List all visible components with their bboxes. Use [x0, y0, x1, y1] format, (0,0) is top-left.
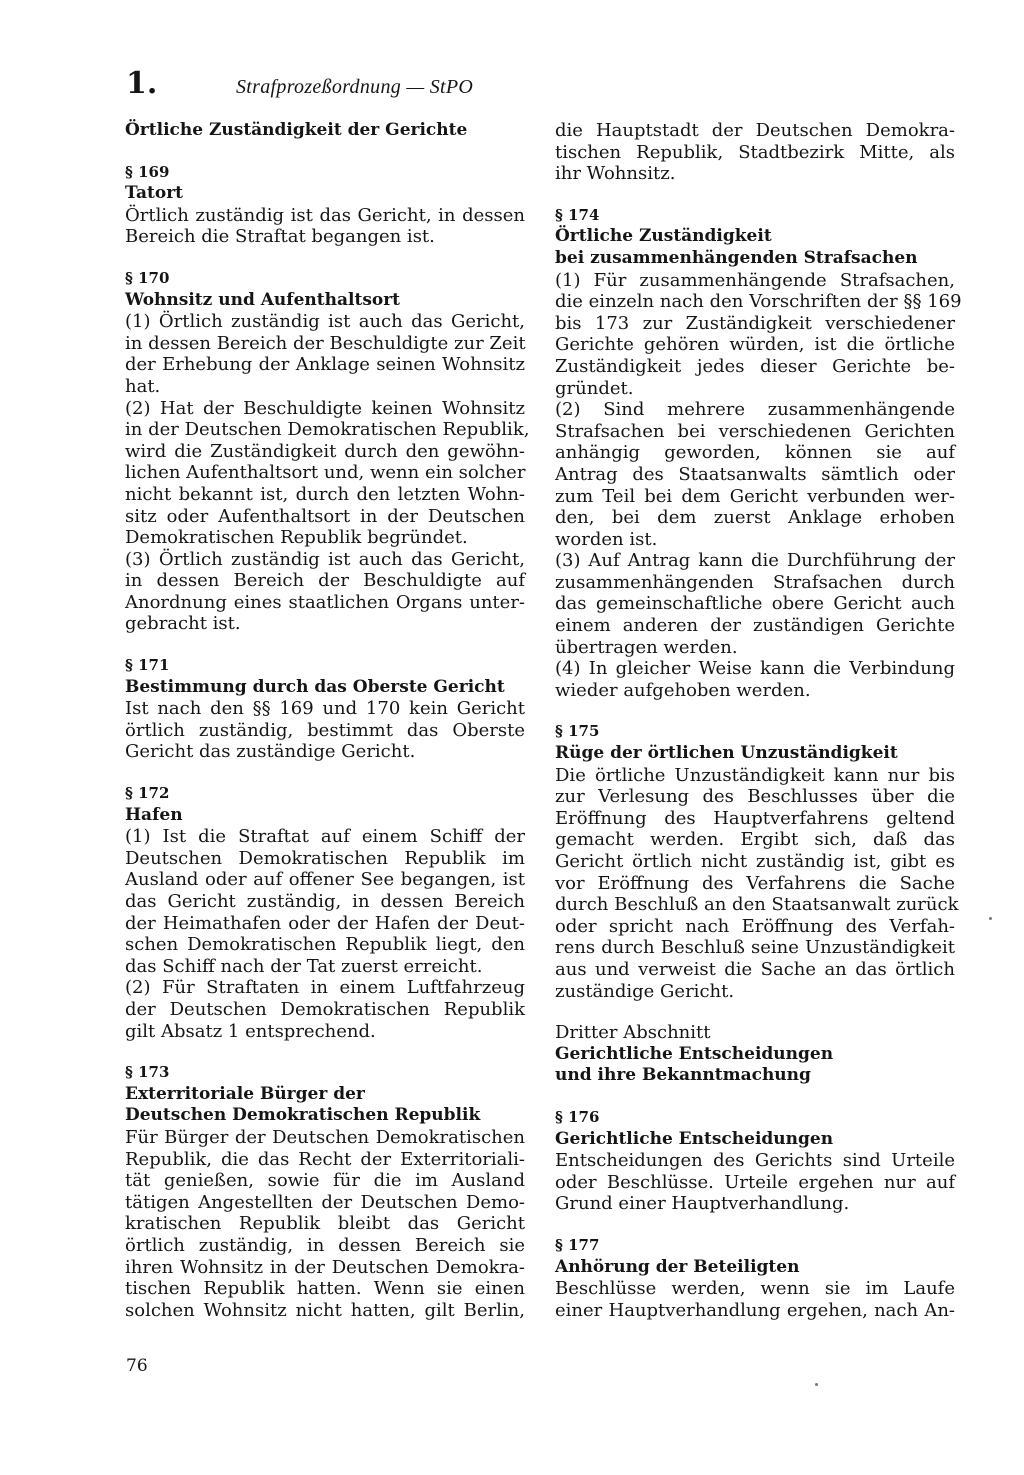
print-speck: [815, 1383, 818, 1386]
text-line: ihren Wohnsitz in der Deutschen Demokra-: [125, 1256, 525, 1278]
text-line: tät genießen, sowie für die im Ausland: [125, 1170, 525, 1192]
paragraph-172-body: [125, 826, 525, 1042]
text-line: Eröffnung des Hauptverfahrens geltend: [555, 807, 955, 829]
text-line: lichen Aufenthaltsort und, wenn ein solcher: [125, 462, 526, 484]
text-line: durch Beschluß an den Staatsanwalt zurück: [555, 894, 959, 916]
text-line: (4) In gleicher Weise kann die Verbindung: [555, 658, 955, 680]
paragraph-173-body: [125, 1127, 525, 1321]
text-line: (2) Für Straftaten in einem Luftfahrzeug: [125, 977, 525, 999]
text-line: gründet.: [555, 377, 634, 399]
paragraph-title: Rüge der örtlichen Unzuständigkeit: [555, 743, 898, 764]
text-line: Deutschen Demokratischen Republik im: [125, 847, 525, 869]
text-line: (2) Sind mehrere zusammenhängende: [555, 399, 955, 421]
right-column: [555, 120, 962, 1321]
text-line: (1) Örtlich zuständig ist auch das Gericht,: [125, 311, 525, 333]
text-line: Zuständigkeit jedes dieser Gerichte be-: [555, 355, 955, 377]
text-line: das gemeinschaftliche obere Gericht auch: [555, 593, 955, 615]
text-line: wird die Zuständigkeit durch den gewöhn-: [125, 440, 525, 462]
text-line: gilt Absatz 1 entsprechend.: [125, 1020, 376, 1042]
text-line: (1) Ist die Straftat auf einem Schiff der: [125, 826, 525, 848]
page-number: 76: [126, 1356, 148, 1376]
text-line: einer Hauptverhandlung ergehen, nach An-: [555, 1299, 955, 1321]
text-line: sitz oder Aufenthaltsort in der Deutschen: [125, 505, 525, 527]
text-line: Gericht das zuständige Gericht.: [125, 741, 416, 763]
text-line: Grund einer Hauptverhandlung.: [555, 1193, 850, 1215]
text-line: tischen Republik hatten. Wenn sie einen: [125, 1278, 525, 1300]
text-line: das Gericht zuständig, in dessen Bereich: [125, 891, 525, 912]
text-line: Gerichte gehören würden, ist die örtliche: [555, 334, 955, 356]
text-line: den, bei dem zuerst Anklage erhoben: [555, 507, 955, 529]
text-line: schen Demokratischen Republik liegt, den: [125, 934, 525, 956]
paragraph-number: § 172: [125, 784, 170, 803]
text-line: die einzeln nach den Vorschriften der §§ 169: [555, 291, 962, 313]
paragraph-title: Hafen: [125, 804, 183, 825]
text-line: vor Eröffnung des Verfahrens die Sache: [555, 872, 955, 894]
text-line: einem anderen der zuständigen Gerichte: [555, 615, 955, 637]
text-line: Für Bürger der Deutschen Demokratischen: [125, 1126, 525, 1148]
paragraph-number: § 177: [555, 1235, 600, 1254]
paragraph-title-continued: bei zusammenhängenden Strafsachen: [555, 247, 918, 268]
text-line: Antrag des Staatsanwalts sämtlich oder: [555, 463, 955, 485]
text-line: übertragen werden.: [555, 636, 738, 658]
paragraph-title: Bestimmung durch das Oberste Gericht: [125, 676, 505, 697]
text-line: zuständige Gericht.: [555, 980, 735, 1002]
paragraph-number: § 173: [125, 1063, 170, 1082]
text-line: ihr Wohnsitz.: [555, 163, 676, 185]
text-line: örtlich zuständig, bestimmt das Oberste: [125, 719, 525, 741]
paragraph-number: § 175: [555, 722, 600, 741]
text-line: die Hauptstadt der Deutschen Demokra-: [555, 120, 955, 141]
text-line: oder spricht nach Eröffnung des Verfah-: [555, 915, 955, 937]
text-line: wieder aufgehoben werden.: [555, 679, 811, 701]
text-line: (3) Örtlich zuständig ist auch das Gericht,: [125, 548, 525, 570]
paragraph-number: § 176: [555, 1107, 600, 1126]
text-line: Strafsachen bei verschiedenen Gerichten: [555, 420, 955, 442]
print-speck: [989, 917, 992, 920]
paragraph-170-body: [125, 311, 530, 635]
text-line: der Heimathafen oder der Hafen der Deut-: [125, 912, 525, 934]
text-line: oder Beschlüsse. Urteile ergehen nur auf: [555, 1171, 955, 1193]
paragraph-169-body: [125, 205, 525, 248]
paragraph-number: § 169: [125, 162, 170, 181]
paragraph-title: Gerichtliche Entscheidungen: [555, 1128, 834, 1149]
section-title: Gerichtliche Entscheidungen: [555, 1043, 834, 1064]
text-line: (3) Auf Antrag kann die Durchführung der: [555, 550, 955, 572]
text-line: hat.: [125, 375, 161, 397]
paragraph-number: § 171: [125, 656, 170, 675]
running-title: Strafprozeßordnung — StPO: [236, 76, 474, 98]
text-line: das Schiff nach der Tat zuerst erreicht.: [125, 955, 483, 977]
text-line: aus und verweist die Sache an das örtlich: [555, 958, 955, 980]
text-line: tätigen Angestellten der Deutschen Demo-: [125, 1191, 525, 1213]
text-line: kratischen Republik bleibt das Gericht: [125, 1213, 525, 1235]
text-line: Ausland oder auf offener See begangen, ist: [125, 869, 525, 891]
paragraph-number: § 174: [555, 205, 600, 224]
text-line: der Deutschen Demokratischen Republik: [125, 998, 525, 1020]
text-line: in dessen Bereich der Beschuldigte zur Zeit: [125, 332, 526, 354]
paragraph-title: Exterritoriale Bürger der: [125, 1083, 365, 1104]
text-line: Entscheidungen des Gerichts sind Urteile: [555, 1150, 955, 1172]
chapter-number: 1.: [126, 66, 158, 101]
text-line: nicht bekannt ist, durch den letzten Wohn-: [125, 483, 525, 505]
paragraph-171-body: [125, 698, 525, 763]
paragraph-title: Tatort: [125, 183, 184, 204]
text-line: anhängig geworden, können sie auf: [555, 442, 955, 464]
text-line: Ist nach den §§ 169 und 170 kein Gericht: [125, 698, 525, 720]
text-line: gebracht ist.: [125, 613, 241, 635]
section-label: Dritter Abschnitt: [555, 1022, 711, 1044]
text-line: zur Verlesung des Beschlusses über die: [555, 786, 955, 808]
text-line: Bereich die Straftat begangen ist.: [125, 226, 435, 248]
text-line: tischen Republik, Stadtbezirk Mitte, als: [555, 141, 955, 163]
paragraph-title: Wohnsitz und Aufenthaltsort: [125, 289, 401, 310]
text-line: örtlich zuständig, in dessen Bereich sie: [125, 1234, 525, 1256]
paragraph-177-body: [555, 1278, 955, 1321]
text-line: zum Teil bei dem Gericht verbunden wer-: [555, 485, 955, 507]
text-line: gemacht werden. Ergibt sich, daß das: [555, 829, 955, 851]
left-column: [125, 120, 530, 1321]
text-line: (1) Für zusammenhängende Strafsachen,: [555, 269, 955, 291]
text-line: in dessen Bereich der Beschuldigte auf: [125, 570, 525, 592]
paragraph-173-continuation: [555, 120, 955, 185]
text-line: in der Deutschen Demokratischen Republik,: [125, 419, 530, 441]
text-line: Republik, die das Recht der Exterritoriali-: [125, 1148, 525, 1170]
paragraph-title-continued: Deutschen Demokratischen Republik: [125, 1105, 481, 1126]
text-line: rens durch Beschluß seine Unzuständigkeit: [555, 937, 955, 959]
paragraph-title: Örtliche Zuständigkeit: [555, 226, 772, 247]
paragraph-174-body: [555, 269, 962, 702]
text-line: zusammenhängenden Strafsachen durch: [555, 571, 955, 593]
text-line: (2) Hat der Beschuldigte keinen Wohnsitz: [125, 397, 525, 419]
text-line: bis 173 zur Zuständigkeit verschiedener: [555, 312, 955, 334]
section-heading: Örtliche Zuständigkeit der Gerichte: [125, 120, 468, 140]
text-line: solchen Wohnsitz nicht hatten, gilt Berlin,: [125, 1299, 525, 1321]
text-line: Anordnung eines staatlichen Organs unter-: [125, 591, 525, 613]
text-line: Die örtliche Unzuständigkeit kann nur bis: [555, 764, 955, 786]
text-line: worden ist.: [555, 528, 658, 550]
paragraph-title: Anhörung der Beteiligten: [555, 1256, 800, 1277]
text-line: Gericht örtlich nicht zuständig ist, gibt es: [555, 851, 955, 872]
paragraph-176-body: [555, 1150, 955, 1215]
paragraph-175-body: [555, 764, 959, 1003]
text-line: Demokratischen Republik begründet.: [125, 527, 468, 549]
text-line: der Erhebung der Anklage seinen Wohnsitz: [125, 354, 525, 376]
text-line: Örtlich zuständig ist das Gericht, in dessen: [125, 204, 525, 226]
paragraph-number: § 170: [125, 268, 170, 287]
section-title-continued: und ihre Bekanntmachung: [555, 1065, 811, 1086]
text-line: Beschlüsse werden, wenn sie im Laufe: [555, 1278, 955, 1300]
